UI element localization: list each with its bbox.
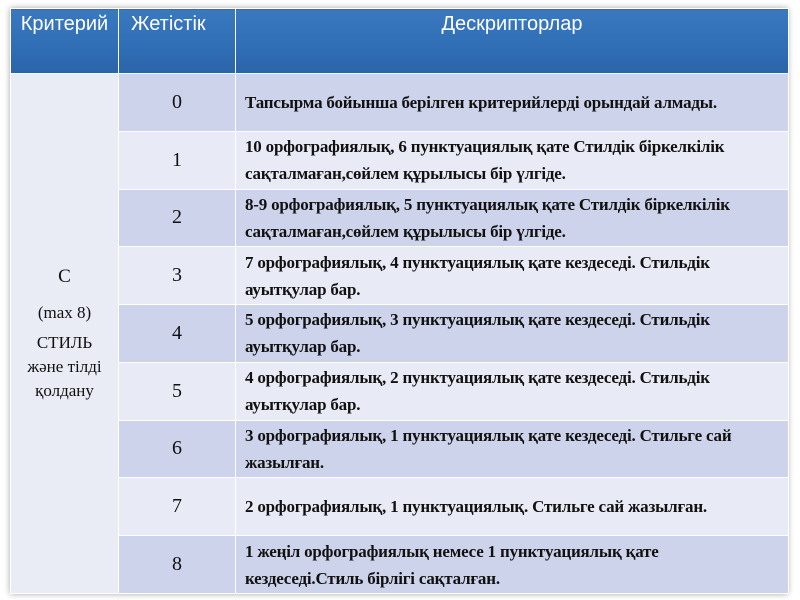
criterion-subtitle-line1: және тілді [27,356,102,376]
score-cell: 2 [119,189,236,247]
header-score: Жетістік [119,9,236,74]
criterion-subtitle-line2: қолдану [35,380,94,400]
rubric-table [10,8,789,594]
table-row [11,536,789,594]
table-row [11,74,789,132]
descriptor-cell: 3 орфографиялық, 1 пунктуациялық қате кездеседі. Стильге сай жазылған. [236,420,789,478]
descriptor-cell: 10 орфографиялық, 6 пунктуациялық қате Стилдік біркелкілік сақталмаған,сөйлем құрылысы бір үлгіде. [236,131,789,189]
score-cell: 8 [119,536,236,594]
header-descriptors: Дескрипторлар [236,9,789,74]
header-row [11,9,789,74]
criterion-letter: С [58,265,71,287]
table-row [11,189,789,247]
descriptor-cell: Тапсырма бойынша берілген критерийлерді орындай алмады. [236,74,789,132]
score-cell: 5 [119,362,236,420]
criterion-name: СТИЛЬ [36,332,93,352]
table-row [11,247,789,305]
score-cell: 1 [119,131,236,189]
score-cell: 7 [119,478,236,536]
score-cell: 0 [119,74,236,132]
table-row [11,362,789,420]
descriptor-cell: 5 орфографиялық, 3 пунктуациялық қате кездеседі. Стильдік ауытқулар бар. [236,305,789,363]
criterion-cell [11,74,119,594]
descriptor-cell: 1 жеңіл орфографиялық немесе 1 пунктуациялық қате кездеседі.Стиль бірлігі сақталған. [236,536,789,594]
table-row [11,420,789,478]
slide [10,8,788,594]
score-cell: 6 [119,420,236,478]
table-row [11,478,789,536]
score-cell: 4 [119,305,236,363]
header-criteria: Критерий [11,9,119,74]
descriptor-cell: 4 орфографиялық, 2 пунктуациялық қате кездеседі. Стильдік ауытқулар бар. [236,362,789,420]
table-row [11,305,789,363]
descriptor-cell: 8-9 орфографиялық, 5 пунктуациялық қате Стилдік біркелкілік сақталмаған,сөйлем құрылысы бір үлгіде. [236,189,789,247]
table-row [11,131,789,189]
criterion-max: (max 8) [37,302,92,322]
score-cell: 3 [119,247,236,305]
descriptor-cell: 2 орфографиялық, 1 пунктуациялық. Стильге сай жазылған. [236,478,789,536]
descriptor-cell: 7 орфографиялық, 4 пунктуациялық қате кездеседі. Стильдік ауытқулар бар. [236,247,789,305]
